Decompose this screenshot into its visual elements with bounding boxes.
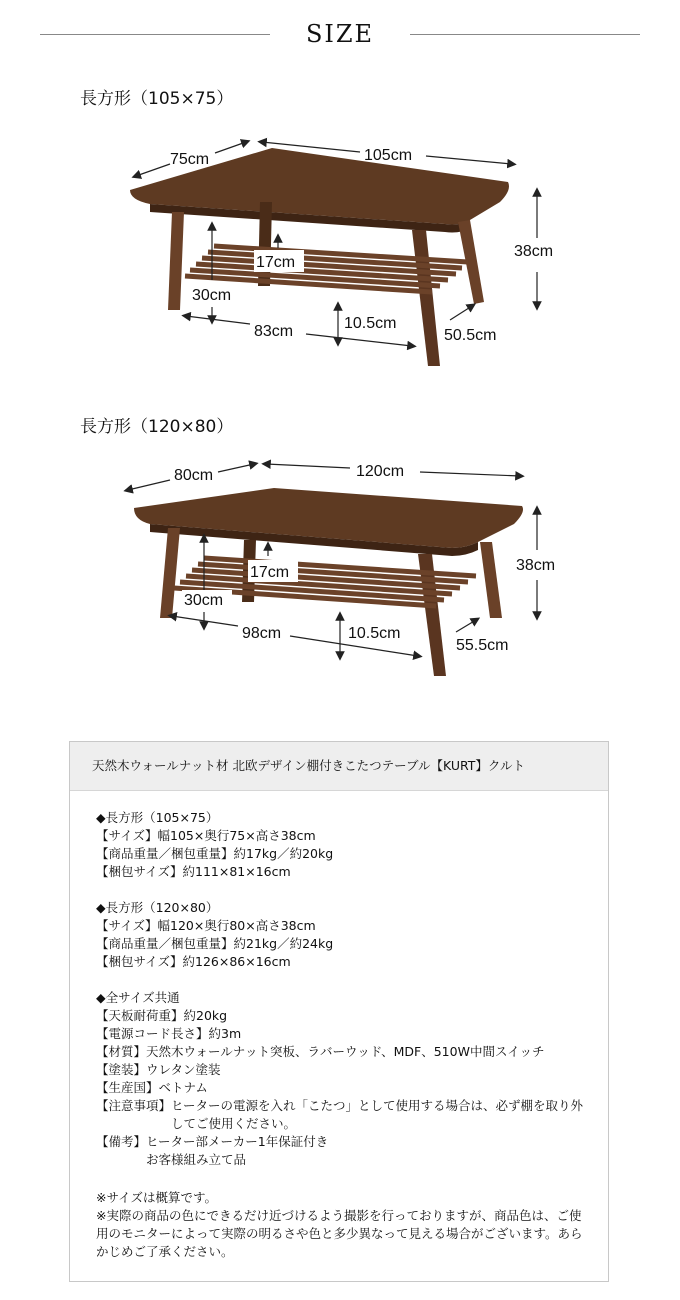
title-rule-right	[410, 34, 640, 35]
dim-height-2: 38cm	[516, 557, 556, 574]
page-title: SIZE	[305, 20, 375, 48]
spec-line: 【電源コード長さ】約3m	[96, 1026, 242, 1041]
spec-caution-key: 【注意事項】	[96, 1098, 172, 1113]
dim-leg-depth-2: 55.5cm	[456, 637, 509, 654]
table-1-label: 長方形（105×75）	[80, 89, 234, 109]
dim-leg-depth: 50.5cm	[444, 327, 497, 344]
spec-line: 【サイズ】幅105×奥行75×高さ38cm	[96, 828, 316, 843]
spec-note: ※実際の商品の色にできるだけ近づけるよう撮影を行っておりますが、商品色は、ご使用のモニターによって実際の明るさや色と多少異なって見える場合がございます。あらかじめご了承ください。	[96, 1208, 583, 1259]
spec-group-title: ◆全サイズ共通	[96, 990, 180, 1005]
spec-body	[70, 791, 608, 1261]
spec-line: 【商品重量／梱包重量】約17kg／約20kg	[96, 846, 334, 861]
spec-line: 【天板耐荷重】約20kg	[96, 1008, 228, 1023]
spec-remarks-values	[146, 1133, 586, 1169]
spec-group-title: ◆長方形（120×80）	[96, 900, 219, 915]
dim-shelf-height: 10.5cm	[344, 315, 397, 332]
spec-line: 【塗装】ウレタン塗装	[96, 1062, 221, 1077]
spec-remarks-key: 【備考】	[96, 1134, 147, 1149]
dim-depth-2: 80cm	[174, 467, 214, 484]
dim-width: 105cm	[364, 147, 413, 164]
spec-line: 【サイズ】幅120×奥行80×高さ38cm	[96, 918, 316, 933]
spec-line: 【生産国】ベトナム	[96, 1080, 208, 1095]
spec-box	[69, 741, 609, 1282]
spec-group-120	[96, 899, 586, 971]
dim-shelf-height-2: 10.5cm	[348, 625, 401, 642]
size-title-row	[0, 18, 680, 52]
dim-inner-height: 30cm	[192, 287, 232, 304]
dim-height: 38cm	[514, 243, 554, 260]
dim-inner-height-2: 30cm	[184, 592, 224, 609]
spec-group-title: ◆長方形（105×75）	[96, 810, 219, 825]
spec-remarks-line: お客様組み立て品	[146, 1152, 247, 1167]
table-2-diagram	[0, 450, 680, 690]
dim-shelf-gap: 17cm	[256, 254, 296, 271]
spec-group-105	[96, 809, 586, 881]
spec-caution-text: ヒーターの電源を入れ「こたつ」として使用する場合は、必ず棚を取り外してご使用ください。	[171, 1098, 584, 1131]
spec-remarks-line: ヒーター部メーカー1年保証付き	[146, 1134, 329, 1149]
spec-note: ※サイズは概算です。	[96, 1190, 217, 1205]
spec-line: 【材質】天然木ウォールナット突板、ラバーウッド、MDF、510W中間スイッチ	[96, 1044, 545, 1059]
dim-width-2: 120cm	[356, 463, 405, 480]
spec-header: 天然木ウォールナット材 北欧デザイン棚付きこたつテーブル【KURT】クルト	[70, 742, 608, 791]
table-1-diagram	[0, 120, 680, 380]
spec-line: 【商品重量／梱包重量】約21kg／約24kg	[96, 936, 334, 951]
dim-leg-span-2: 98cm	[242, 625, 282, 642]
spec-line: 【梱包サイズ】約126×86×16cm	[96, 954, 291, 969]
spec-notes	[96, 1189, 586, 1261]
spec-remarks	[96, 1133, 586, 1169]
spec-group-common	[96, 989, 586, 1169]
spec-caution	[96, 1097, 586, 1133]
table-2-label: 長方形（120×80）	[80, 417, 234, 437]
dim-leg-span: 83cm	[254, 323, 294, 340]
dim-depth: 75cm	[170, 151, 210, 168]
spec-line: 【梱包サイズ】約111×81×16cm	[96, 864, 291, 879]
dim-shelf-gap-2: 17cm	[250, 564, 290, 581]
